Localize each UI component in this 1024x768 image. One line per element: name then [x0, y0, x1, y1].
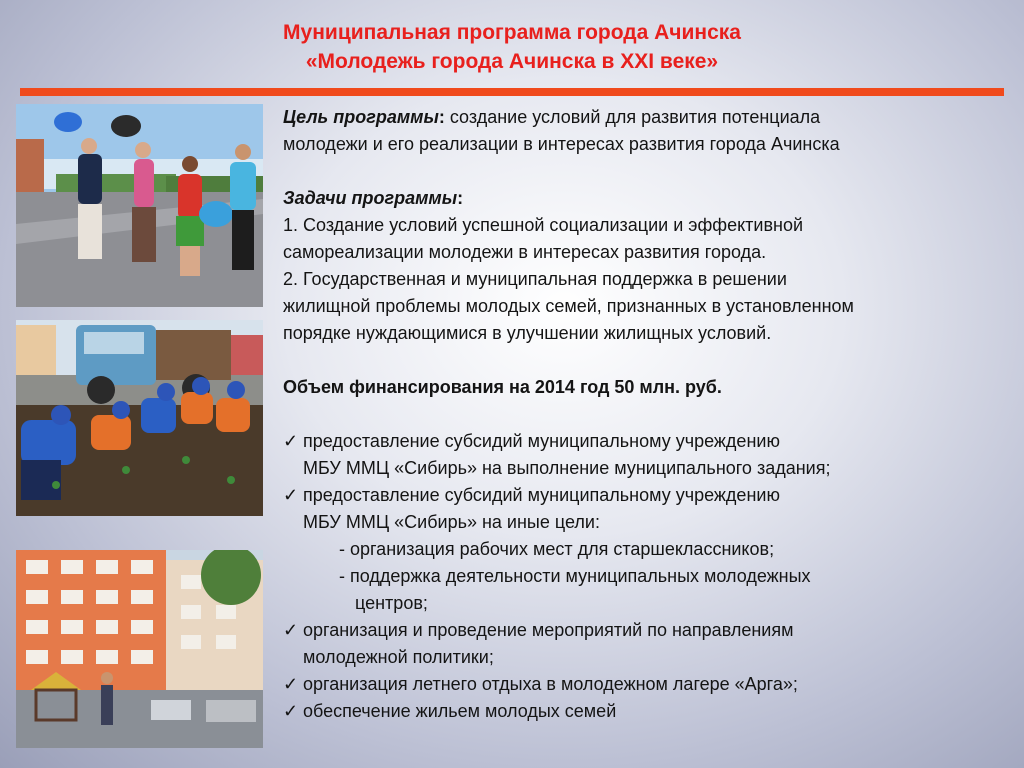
item-2-text: предоставление субсидий муниципальному учреждению [303, 485, 780, 505]
checkmark-icon: ✓ [283, 485, 299, 505]
program-content [283, 104, 1008, 725]
tasks-heading [283, 185, 1008, 212]
goal-label: Цель программы [283, 107, 439, 127]
goal-line-1 [283, 104, 1008, 131]
checkmark-icon: ✓ [283, 620, 299, 640]
checkmark-icon: ✓ [283, 674, 299, 694]
volunteers-planting-photo [16, 320, 263, 516]
title-line-1: Муниципальная программа города Ачинска [283, 21, 741, 44]
tasks-label: Задачи программы [283, 188, 458, 208]
sub-item-1: - организация рабочих мест для старшеклассников; [339, 539, 775, 559]
item-3-text: организация и проведение мероприятий по направлениям [303, 620, 794, 640]
sub-item-2-line-2: центров; [355, 593, 428, 613]
goal-line-2: молодежи и его реализации в интересах развития города Ачинска [283, 134, 840, 154]
item-4 [283, 671, 1008, 698]
task-line-4: жилищной проблемы молодых семей, признанных в установленном [283, 296, 854, 316]
goal-text-1: создание условий для развития потенциала [444, 107, 821, 127]
checkmark-icon: ✓ [283, 701, 299, 721]
item-1-line-2: МБУ ММЦ «Сибирь» на выполнение муниципального задания; [303, 458, 831, 478]
item-4-text: организация летнего отдыха в молодежном лагере «Арга»; [303, 674, 798, 694]
item-1-text: предоставление субсидий муниципальному учреждению [303, 431, 780, 451]
item-3-line-2: молодежной политики; [303, 647, 494, 667]
task-line-3: 2. Государственная и муниципальная поддержка в решении [283, 269, 787, 289]
title-divider-bar [20, 88, 1004, 96]
tasks-colon: : [457, 188, 464, 208]
title-line-2: «Молодежь города Ачинска в XXI веке» [305, 50, 719, 73]
item-5 [283, 698, 1008, 725]
item-3-line-1 [283, 617, 1008, 644]
item-1-line-1 [283, 428, 1008, 455]
item-5-text: обеспечение жильем молодых семей [303, 701, 617, 721]
goal-colon: : [438, 107, 445, 127]
slide-title [0, 18, 1024, 76]
residential-building-photo [16, 550, 263, 748]
task-line-1: 1. Создание условий успешной социализации и эффективной [283, 215, 804, 235]
checkmark-icon: ✓ [283, 431, 299, 451]
item-2-line-2: МБУ ММЦ «Сибирь» на иные цели: [303, 512, 600, 532]
cheerleaders-photo [16, 104, 263, 307]
task-line-5: порядке нуждающимися в улучшении жилищных условий. [283, 323, 772, 343]
funding-line: Объем финансирования на 2014 год 50 млн. руб. [283, 377, 722, 397]
item-2-line-1 [283, 482, 1008, 509]
sub-item-2-line-1: - поддержка деятельности муниципальных молодежных [339, 566, 811, 586]
task-line-2: самореализации молодежи в интересах развития города. [283, 242, 767, 262]
